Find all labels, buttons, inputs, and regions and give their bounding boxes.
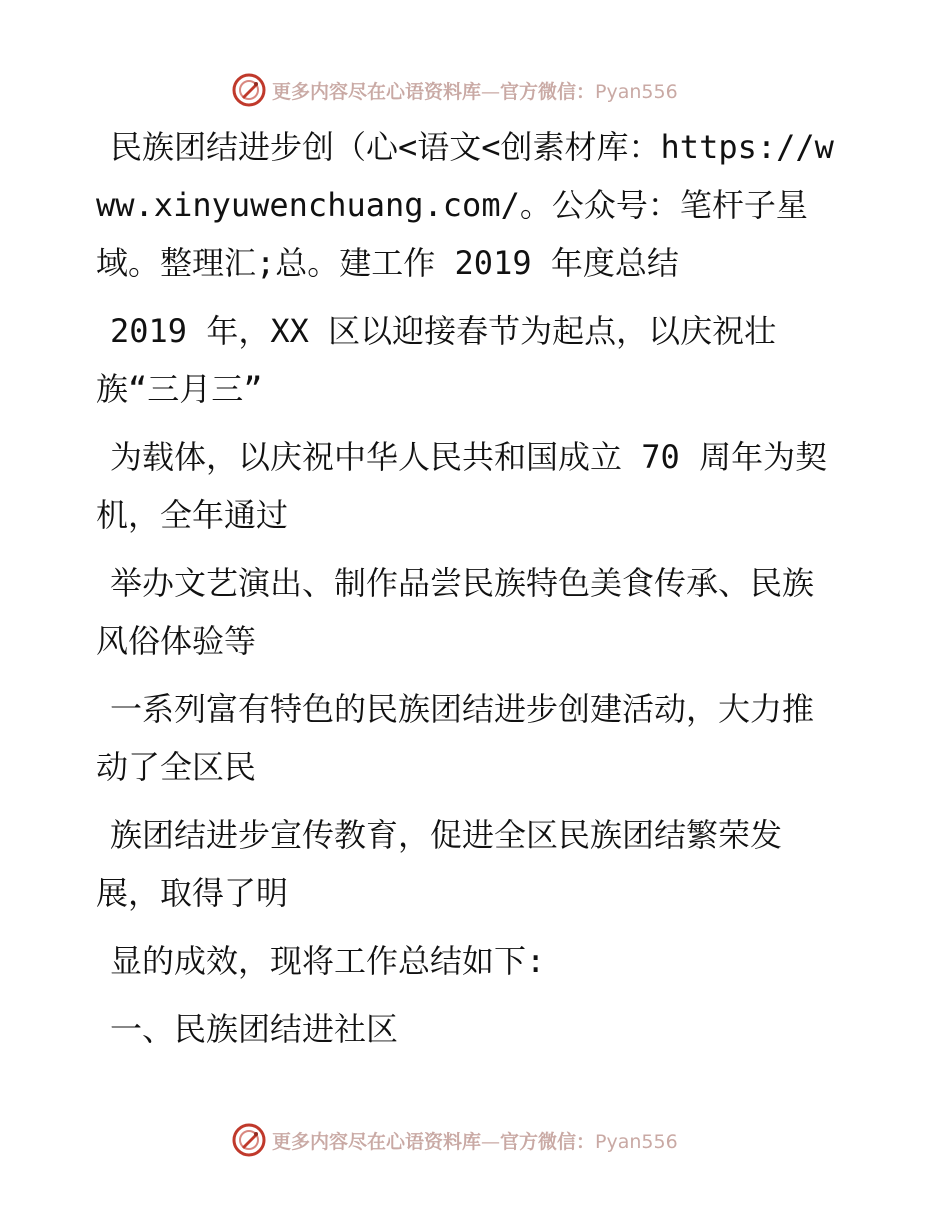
footer-banner-text: 更多内容尽在心语资料库—官方微信：Pyan556	[272, 1130, 678, 1153]
paragraph: 族团结进步宣传教育，促进全区民族团结繁荣发展，取得了明	[96, 816, 783, 912]
brand-logo-icon	[232, 1123, 266, 1157]
paragraph: 显的成效，现将工作总结如下:	[110, 942, 546, 980]
brand-logo-icon	[232, 73, 266, 107]
document-body	[96, 118, 836, 1068]
footer-wechat-id: Pyan556	[595, 1130, 678, 1153]
paragraph: 2019 年，XX 区以迎接春节为起点，以庆祝壮族“三月三”	[96, 312, 777, 408]
header-banner-text: 更多内容尽在心语资料库—官方微信：Pyan556	[272, 80, 678, 103]
paragraph: 一系列富有特色的民族团结进步创建活动，大力推动了全区民	[96, 690, 815, 786]
paragraph: 为载体，以庆祝中华人民共和国成立 70 周年为契机，全年通过	[96, 438, 828, 534]
header-wechat-id: Pyan556	[595, 80, 678, 103]
footer-banner	[232, 1120, 732, 1160]
paragraph: 民族团结进步创（心<语文<创素材库：https://www.xinyuwenchuang.com/。公众号：笔杆子星域。整理汇;总。建工作 2019 年度总结	[96, 128, 834, 282]
header-banner	[232, 70, 732, 110]
paragraph: 举办文艺演出、制作品尝民族特色美食传承、民族风俗体验等	[96, 564, 815, 660]
section-heading: 一、民族团结进社区	[110, 1010, 399, 1048]
